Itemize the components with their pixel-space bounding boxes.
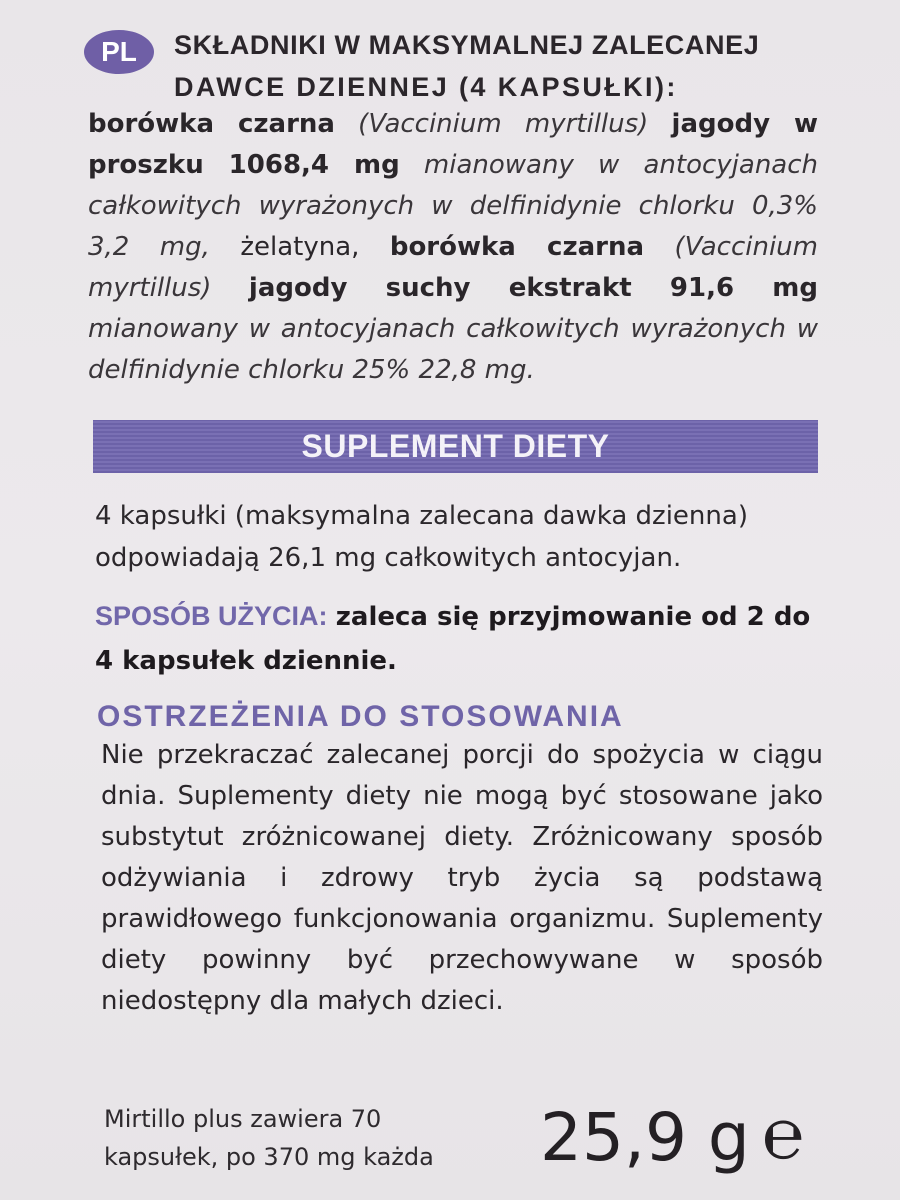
ingredients-title-line1: SKŁADNIKI W MAKSYMALNEJ ZALECANEJ bbox=[174, 30, 760, 60]
usage-label: SPOSÓB UŻYCIA: bbox=[95, 601, 328, 631]
ingredient-2-latin: (Vaccinium myrtillus) bbox=[88, 232, 818, 303]
package-contents-line1: Mirtillo plus zawiera 70 bbox=[104, 1105, 382, 1133]
dose-info: 4 kapsułki (maksymalna zalecana dawka dzienna) odpowiadają 26,1 mg całkowitych antocyjan. bbox=[95, 501, 748, 573]
ingredient-1-form: jagody w proszku 1068,4 mg bbox=[88, 109, 819, 180]
warnings-text: Nie przekraczać zalecanej porcji do spożycia w ciągu dnia. Suplementy diety nie mogą być stosowane jako substytut zróżnicowanej diety. Zróżnicowany sposób odżywiania i zdrowy tryb życia są podstawą prawidłowego funkcjonowania organizmu. Suplementy diety powinny być przechowywane w sposób niedostępny dla małych dzieci. bbox=[101, 740, 823, 1016]
ingredient-1-standardization: mianowany w antocyjanach całkowitych wyrażonych w delfinidynie chlorku 0,3% 3,2 mg, bbox=[88, 150, 819, 262]
ingredients-list bbox=[88, 104, 818, 391]
usage-text: zaleca się przyjmowanie od 2 do 4 kapsułek dziennie. bbox=[95, 602, 811, 676]
package-contents-line2: kapsułek, po 370 mg każda bbox=[104, 1143, 434, 1171]
usage-section bbox=[95, 594, 830, 683]
ingredients-title bbox=[174, 24, 824, 108]
language-badge: PL bbox=[84, 30, 154, 74]
ingredient-1-latin: (Vaccinium myrtillus) bbox=[358, 109, 649, 139]
package-contents bbox=[104, 1100, 504, 1176]
supplement-banner: SUPLEMENT DIETY bbox=[93, 420, 818, 473]
ingredient-2-standardization: mianowany w antocyjanach całkowitych wyrażonych w delfinidynie chlorku 25% 22,8 mg. bbox=[88, 314, 818, 385]
estimated-sign-icon: ℮ bbox=[762, 1095, 805, 1173]
warnings-title: OSTRZEŻENIA DO STOSOWANIA bbox=[97, 700, 624, 733]
ingredients-title-line2: DAWCE DZIENNEJ (4 KAPSUŁKI): bbox=[174, 72, 678, 102]
ingredient-2-form: jagody suchy ekstrakt 91,6 mg bbox=[248, 273, 819, 303]
net-weight: 25,9 g bbox=[540, 1099, 750, 1176]
ingredient-gelatin: żelatyna, bbox=[240, 232, 360, 262]
ingredient-1-name: borówka czarna bbox=[88, 109, 335, 139]
ingredient-2-name: borówka czarna bbox=[389, 232, 645, 262]
